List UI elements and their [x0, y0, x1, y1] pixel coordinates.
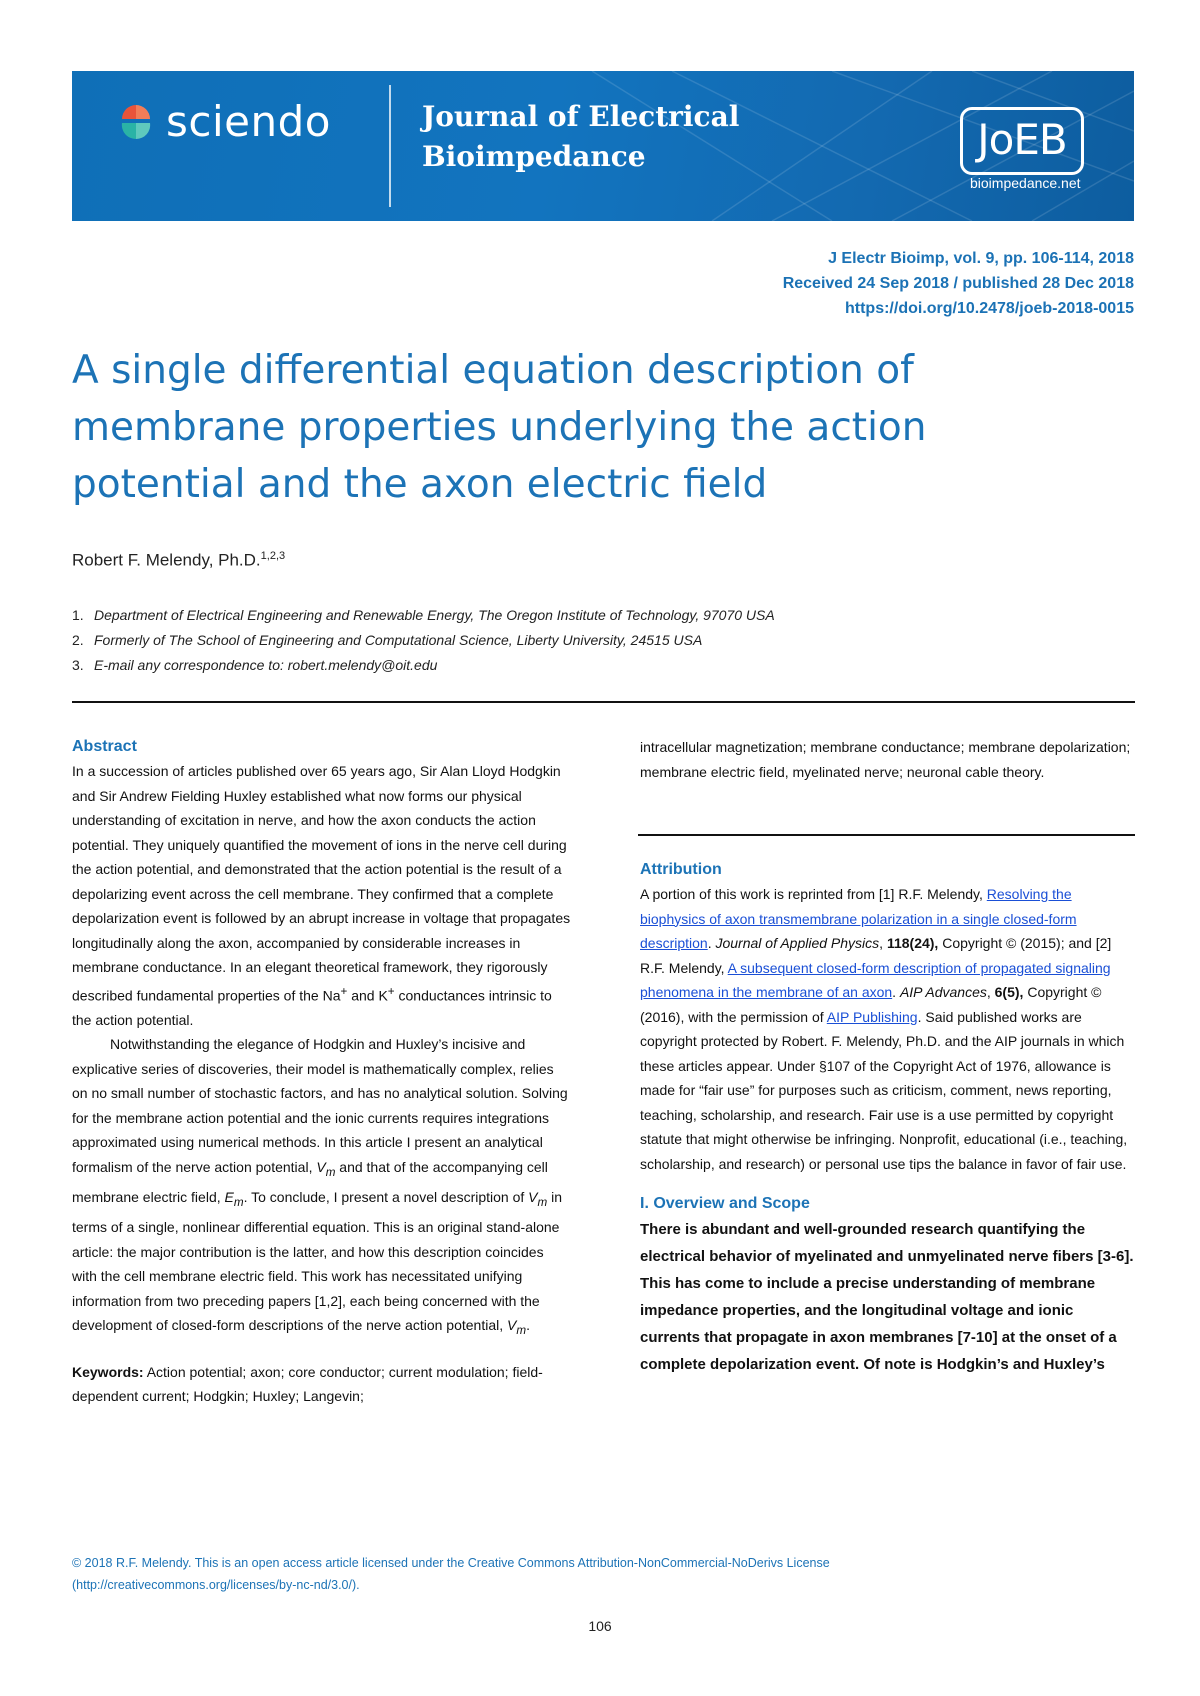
keywords-label: Keywords:: [72, 1363, 144, 1380]
attribution-t3: ,: [879, 935, 887, 951]
potassium-charge: +: [387, 984, 395, 998]
abstract-p2-s4: in terms of a single, nonlinear differential equation. This is an original stand-alone article: the major contribution is the latter, and how this description coincides with the cell membrane electric field. This work has necessitated unifying information from two preceding papers [1,2], each being concerned with the development of closed-form descriptions of the nerve action potential,: [72, 1188, 563, 1334]
abstract-paragraph-2: [72, 1032, 572, 1343]
overview-heading: I. Overview and Scope: [640, 1195, 810, 1212]
attribution-text: [640, 882, 1135, 1176]
affiliation-item: [72, 628, 775, 653]
affiliation-item: [72, 603, 775, 628]
sciendo-brand: [118, 97, 331, 146]
citation-block: [783, 246, 1134, 321]
title-line3: potential and the axon electric field: [72, 462, 768, 507]
em-symbol: E: [224, 1188, 234, 1205]
journal-applied-physics: Journal of Applied Physics: [715, 935, 880, 951]
attribution-t8: . Said published works are copyright protected by Robert. F. Melendy, Ph.D. and the AIP journals in which these articles appear. Under §107 of the Copyright Act of 1976, allowance is made for “fair use” for purposes such as criticism, comment, news reporting, teaching, scholarship, and research. Fair use is a use permitted by copyright statute that might otherwise be infringing. Nonprofit, educational (i.e., teaching, scholarship, and research) or personal use tips the balance in favor of fair use.: [640, 1008, 1128, 1172]
vm-subscript: m: [325, 1165, 336, 1179]
abstract-p2-s2: and that of the accompanying cell membrane electric field,: [72, 1158, 548, 1205]
volume-1: 118(24),: [886, 935, 939, 951]
abstract-p2-s1: Notwithstanding the elegance of Hodgkin and Huxley’s incisive and explicative series of discoveries, their model is mathematically complex, relies on no small number of stochastic factors, and has no analytical solution. Solving for the membrane action potential and the ionic currents requires integrations approximated using numerical methods. In this article I present an analytical formalism of the nerve action potential,: [72, 1036, 568, 1175]
right-column-body: [640, 858, 1135, 1378]
header-rule: [72, 701, 1135, 703]
abstract-p1-end: conductances intrinsic to the action potential.: [72, 987, 552, 1028]
sciendo-logo-icon: [118, 101, 154, 143]
banner-divider: [389, 85, 391, 207]
journal-name-line1: Journal of Electrical: [422, 100, 740, 133]
journal-aip-advances: AIP Advances: [899, 984, 987, 1000]
vm-symbol: V: [528, 1188, 538, 1205]
license-footer: [72, 1552, 1072, 1596]
license-line-2[interactable]: (http://creativecommons.org/licenses/by-nc-nd/3.0/).: [72, 1578, 360, 1592]
abstract-paragraph-1: [72, 759, 572, 1032]
volume-2: 6(5),: [994, 984, 1024, 1000]
attribution-t1: A portion of this work is reprinted from [1] R.F. Melendy,: [640, 886, 987, 902]
affiliation-text: Department of Electrical Engineering and Renewable Energy, The Oregon Institute of Technology, 97070 USA: [94, 607, 775, 623]
journal-banner: [72, 71, 1134, 221]
affiliation-number: 2.: [72, 632, 84, 648]
license-line-1: © 2018 R.F. Melendy. This is an open access article licensed under the Creative Commons Attribution-NonCommercial-NoDerivs License: [72, 1556, 830, 1570]
sciendo-wordmark: sciendo: [166, 97, 331, 146]
vm-symbol: V: [316, 1158, 326, 1175]
article-title: [72, 342, 972, 513]
attribution-t7: Copyright © (2016), with the permission of: [640, 984, 1102, 1025]
author-name: Robert F. Melendy, Ph.D.: [72, 550, 261, 570]
attribution-t5: .: [892, 984, 900, 1000]
page-number: 106: [588, 1618, 612, 1634]
attribution-t4: Copyright © (2015); and [2] R.F. Melendy,: [640, 935, 1112, 976]
journal-name-line2: Bioimpedance: [422, 140, 646, 173]
attribution-t2: .: [707, 935, 716, 951]
citation-doi[interactable]: https://doi.org/10.2478/joeb-2018-0015: [845, 300, 1134, 317]
keywords: [72, 1360, 572, 1409]
affiliation-text: Formerly of The School of Engineering and Computational Science, Liberty University, 24515 USA: [94, 632, 703, 648]
affiliation-item: [72, 653, 775, 678]
vm-subscript: m: [516, 1324, 527, 1338]
reference-link-2[interactable]: A subsequent closed-form description of propagated signaling phenomena in the membrane of an axon: [640, 959, 1111, 1000]
abstract-heading: Abstract: [72, 738, 137, 755]
abstract-p1-mid: and K: [347, 987, 388, 1004]
attribution-heading: Attribution: [640, 861, 722, 878]
citation-volume: J Electr Bioimp, vol. 9, pp. 106-114, 2018: [828, 250, 1134, 267]
author-affil-marks: 1,2,3: [260, 550, 286, 562]
journal-name: [422, 97, 782, 177]
aip-publishing-link[interactable]: AIP Publishing: [826, 1008, 918, 1025]
vm-subscript: m: [537, 1195, 548, 1209]
title-line1: A single differential equation description of: [72, 348, 914, 393]
journal-site: bioimpedance.net: [970, 175, 1081, 191]
keywords-rule: [638, 834, 1135, 836]
affiliation-number: 1.: [72, 607, 84, 623]
affiliations: [72, 603, 775, 678]
attribution-t6: ,: [986, 984, 995, 1000]
reference-link-1[interactable]: Resolving the biophysics of axon transmembrane polarization in a single closed-form description: [640, 886, 1077, 951]
sodium-charge: +: [340, 984, 348, 998]
em-subscript: m: [233, 1195, 244, 1209]
joeb-logo: JoEB: [960, 107, 1084, 175]
overview-body: There is abundant and well-grounded research quantifying the electrical behavior of myelinated and unmyelinated nerve fibers [3-6]. This has come to include a precise understanding of membrane impedance properties, and the longitudinal voltage and ionic currents that propagate in axon membranes [7-10] at the onset of a complete depolarization event. Of note is Hodgkin’s and Huxley’s: [640, 1221, 1134, 1373]
citation-dates: Received 24 Sep 2018 / published 28 Dec 2018: [782, 275, 1134, 292]
right-column-keywords: [640, 735, 1135, 784]
vm-symbol: V: [507, 1317, 517, 1334]
author: [72, 550, 285, 571]
left-column: [72, 735, 572, 1409]
keywords-list: Action potential; axon; core conductor; current modulation; field-dependent current; Hodgkin; Huxley; Langevin;: [72, 1363, 543, 1405]
abstract-p2-s5: .: [526, 1317, 530, 1334]
affiliation-text[interactable]: E-mail any correspondence to: robert.melendy@oit.edu: [94, 657, 438, 673]
abstract-p2-s3: . To conclude, I present a novel description of: [243, 1188, 529, 1205]
affiliation-number: 3.: [72, 657, 84, 673]
keywords-continued: intracellular magnetization; membrane conductance; membrane depolarization; membrane electric field, myelinated nerve; neuronal cable theory.: [640, 739, 1131, 780]
abstract-p1-text: In a succession of articles published over 65 years ago, Sir Alan Lloyd Hodgkin and Sir Andrew Fielding Huxley established what now forms our physical understanding of excitation in nerve, and how the axon conducts the action potential. They uniquely quantified the movement of ions in the nerve cell during the action potential, and demonstrated that the action potential is the result of a depolarizing event across the cell membrane. They confirmed that a complete depolarization event is followed by an abrupt increase in voltage that propagates longitudinally along the axon, accompanied by considerable increases in membrane conductance. In an elegant theoretical framework, they rigorously described fundamental properties of the Na: [72, 763, 571, 1004]
title-line2: membrane properties underlying the action: [72, 405, 927, 450]
